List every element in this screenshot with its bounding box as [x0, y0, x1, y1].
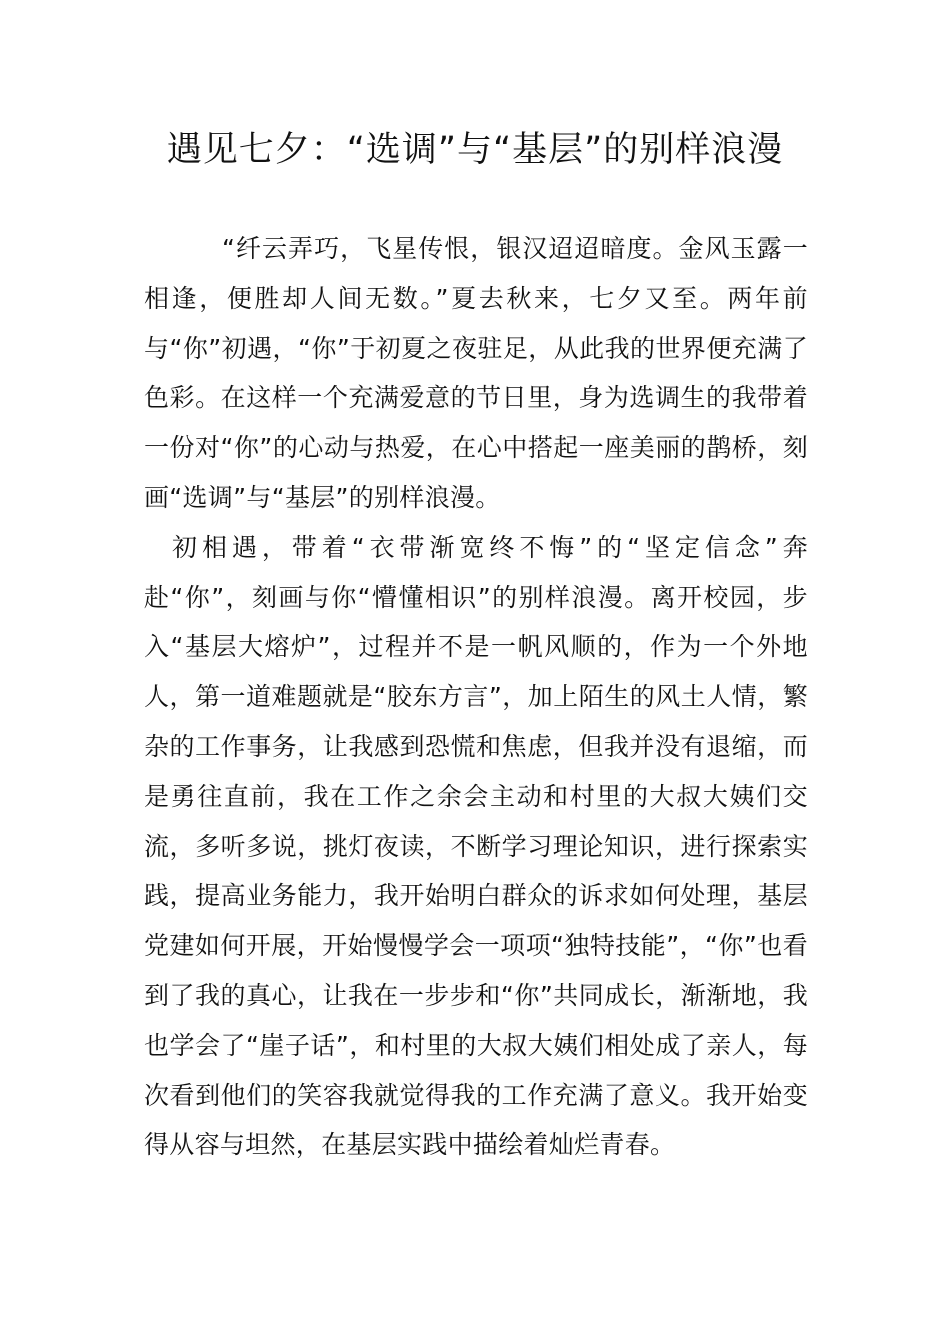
paragraph-intro: “纤云弄巧，飞星传恨，银汉迢迢暗度。金风玉露一相逢，便胜却人间无数。”夏去秋来，七夕又至。两年前与“你”初遇，“你”于初夏之夜驻足，从此我的世界便充满了色彩。在这样一个充满爱意的节日里，身为选调生的我带着一份对“你”的心动与热爱，在心中搭起一座美丽的鹊桥，刻画“选调”与“基层”的别样浪漫。 — [144, 234, 808, 512]
paragraph-first-encounter: 初相遇，带着“衣带渐宽终不悔”的“坚定信念”奔赴“你”，刻画与你“懵懂相识”的别样浪漫。离开校园，步入“基层大熔炉”，过程并不是一帆风顺的，作为一个外地人，第一道难题就是“胶东方言”，加上陌生的风土人情，繁杂的工作事务，让我感到恐慌和焦虑，但我并没有退缩，而是勇往直前，我在工作之余会主动和村里的大叔大姨们交流，多听多说，挑灯夜读，不断学习理论知识，进行探索实践，提高业务能力，我开始明白群众的诉求如何处理，基层党建如何开展，开始慢慢学会一项项“独特技能”，“你”也看到了我的真心，让我在一步步和“你”共同成长，渐渐地，我也学会了“崖子话”，和村里的大叔大姨们相处成了亲人，每次看到他们的笑容我就觉得我的工作充满了意义。我开始变得从容与坦然，在基层实践中描绘着灿烂青春。 — [144, 532, 808, 1160]
document-title: 遇见七夕：“选调”与“基层”的别样浪漫 — [166, 130, 784, 170]
document-body — [144, 224, 808, 1170]
